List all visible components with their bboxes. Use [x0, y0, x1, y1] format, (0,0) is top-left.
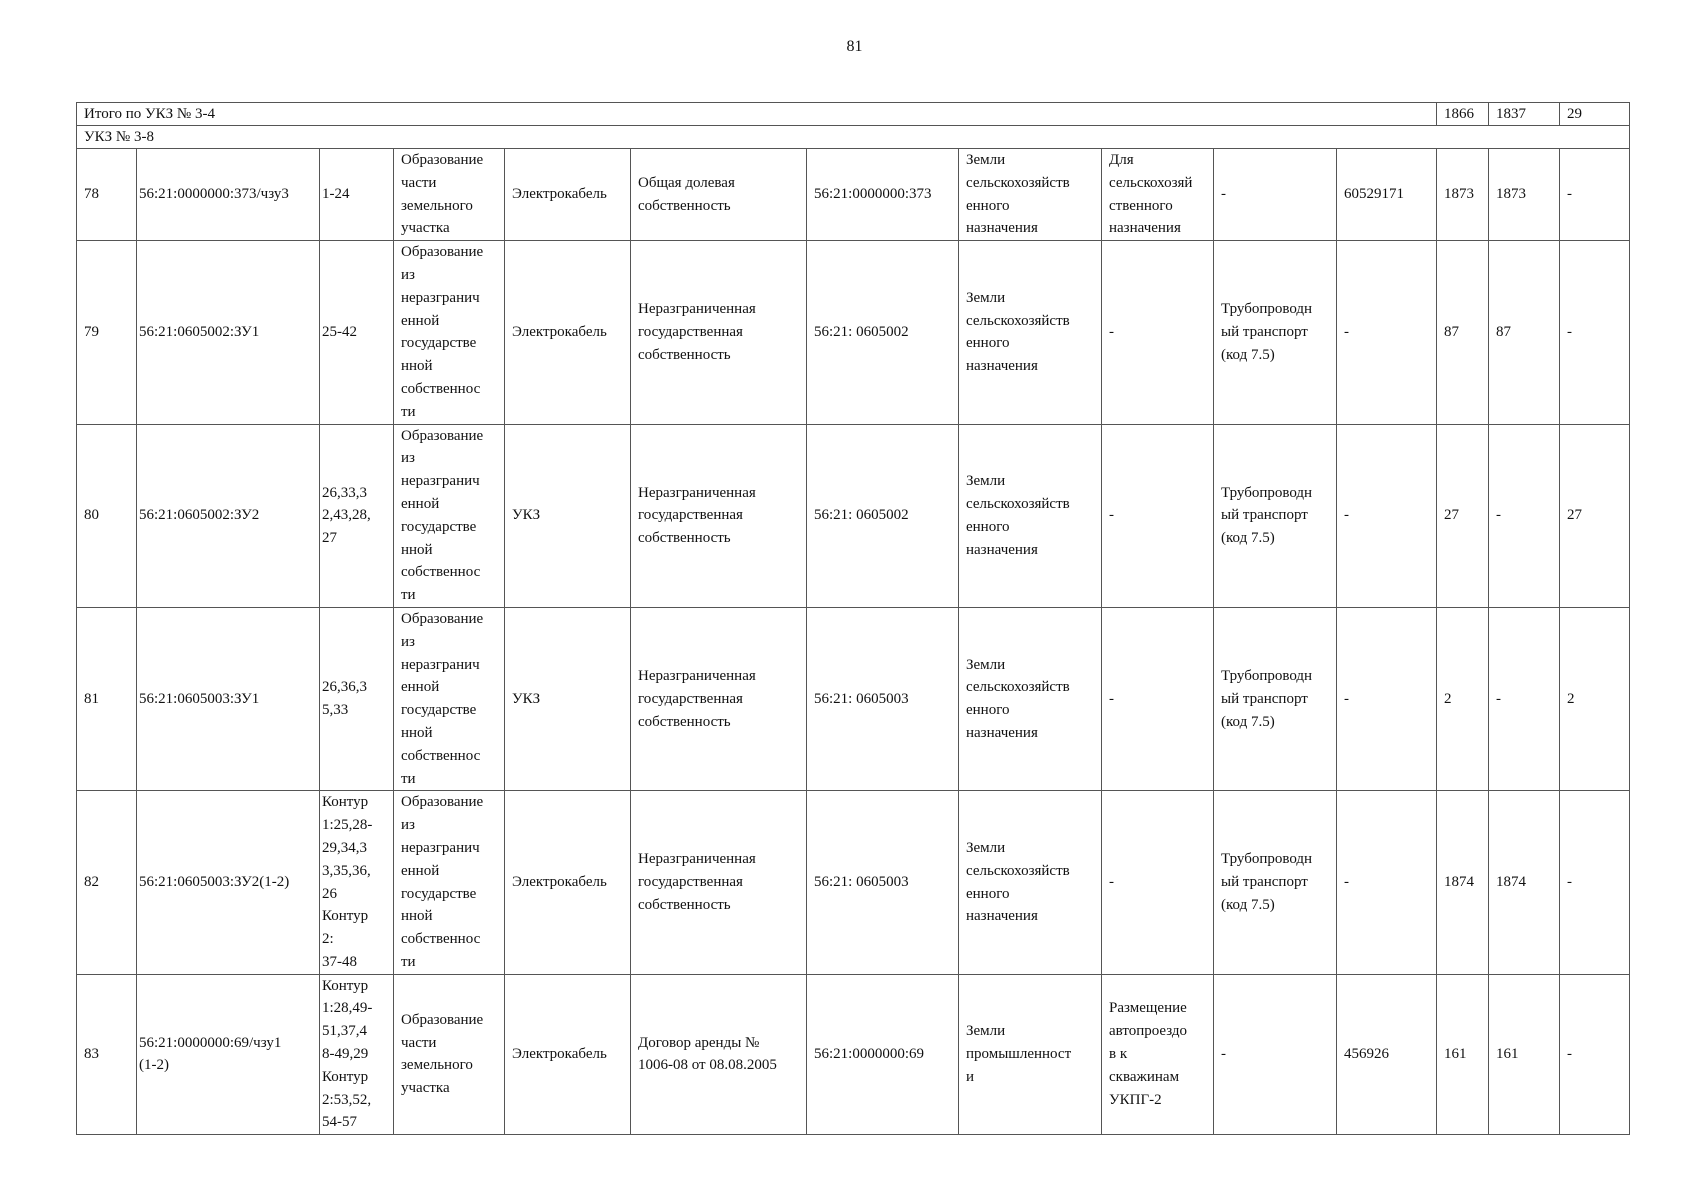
table-cell: 87	[1489, 241, 1560, 424]
table-cell: -	[1560, 791, 1630, 974]
table-cell: Земли сельскохозяйств енного назначения	[959, 791, 1102, 974]
table-cell: 56:21:0000000:373/чзу3	[137, 149, 320, 241]
table-row	[77, 241, 1630, 424]
table-cell: -	[1337, 241, 1437, 424]
group-label: УКЗ № 3-8	[77, 126, 1630, 149]
table-row	[77, 607, 1630, 790]
table-cell: -	[1214, 149, 1337, 241]
table-cell: 56:21:0605003:ЗУ1	[137, 607, 320, 790]
table-cell: Неразграниченная государственная собственность	[631, 241, 807, 424]
table-cell: Образование из неразгранич енной государстве нной собственнос ти	[394, 791, 505, 974]
table-cell: 56:21: 0605003	[807, 607, 959, 790]
table-cell: Трубопроводн ый транспорт (код 7.5)	[1214, 241, 1337, 424]
table-cell: 80	[77, 424, 137, 607]
summary-label: Итого по УКЗ № 3-4	[77, 103, 1437, 126]
table-cell: Земли промышленност и	[959, 974, 1102, 1135]
table-cell: Контур 1:25,28- 29,34,3 3,35,36, 26 Контур 2: 37-48	[320, 791, 394, 974]
table-cell: Трубопроводн ый транспорт (код 7.5)	[1214, 607, 1337, 790]
table-cell: Образование части земельного участка	[394, 974, 505, 1135]
table-cell: Договор аренды № 1006-08 от 08.08.2005	[631, 974, 807, 1135]
table-cell: 82	[77, 791, 137, 974]
table-cell: 87	[1437, 241, 1489, 424]
table-cell: Неразграниченная государственная собственность	[631, 791, 807, 974]
table-cell: 56:21:0000000:373	[807, 149, 959, 241]
table-row	[77, 974, 1630, 1135]
table-cell: Электрокабель	[505, 791, 631, 974]
table-cell: Неразграниченная государственная собственность	[631, 607, 807, 790]
table-cell: 56:21:0605003:ЗУ2(1-2)	[137, 791, 320, 974]
table-cell: 81	[77, 607, 137, 790]
table-cell: 161	[1437, 974, 1489, 1135]
table-cell: 78	[77, 149, 137, 241]
summary-value-2: 1837	[1489, 103, 1560, 126]
table-cell: -	[1560, 241, 1630, 424]
table-cell: -	[1102, 791, 1214, 974]
table-cell: Трубопроводн ый транспорт (код 7.5)	[1214, 424, 1337, 607]
table-cell: -	[1337, 791, 1437, 974]
table-cell: 1874	[1489, 791, 1560, 974]
table-cell: 1873	[1489, 149, 1560, 241]
page-number: 81	[846, 38, 863, 55]
table-cell: 56:21: 0605003	[807, 791, 959, 974]
table-cell: 83	[77, 974, 137, 1135]
table-cell: -	[1102, 424, 1214, 607]
table-cell: -	[1102, 607, 1214, 790]
table-cell: Трубопроводн ый транспорт (код 7.5)	[1214, 791, 1337, 974]
summary-row	[77, 103, 1630, 126]
table-cell: 79	[77, 241, 137, 424]
table-cell: Земли сельскохозяйств енного назначения	[959, 607, 1102, 790]
table-cell: Контур 1:28,49- 51,37,4 8-49,29 Контур 2:53,52, 54-57	[320, 974, 394, 1135]
table-cell: 56:21:0605002:ЗУ2	[137, 424, 320, 607]
table-cell: -	[1337, 424, 1437, 607]
table-cell: 1-24	[320, 149, 394, 241]
table-cell: 26,33,3 2,43,28, 27	[320, 424, 394, 607]
table-cell: 56:21:0000000:69	[807, 974, 959, 1135]
table-cell: 56:21: 0605002	[807, 424, 959, 607]
group-row	[77, 126, 1630, 149]
table-cell: Земли сельскохозяйств енного назначения	[959, 241, 1102, 424]
table-cell: 56:21: 0605002	[807, 241, 959, 424]
table-cell: 2	[1437, 607, 1489, 790]
table-cell: Электрокабель	[505, 974, 631, 1135]
table-cell: -	[1489, 607, 1560, 790]
table-row	[77, 791, 1630, 974]
table-cell: Образование из неразгранич енной государстве нной собственнос ти	[394, 241, 505, 424]
table-cell: 60529171	[1337, 149, 1437, 241]
table-row	[77, 149, 1630, 241]
table-cell: 2	[1560, 607, 1630, 790]
table-cell: 161	[1489, 974, 1560, 1135]
table-cell: 56:21:0000000:69/чзу1 (1-2)	[137, 974, 320, 1135]
table-cell: Земли сельскохозяйств енного назначения	[959, 149, 1102, 241]
summary-value-3: 29	[1560, 103, 1630, 126]
summary-total: 1866	[1437, 103, 1489, 126]
table-cell: Общая долевая собственность	[631, 149, 807, 241]
table-row	[77, 424, 1630, 607]
table-cell: 25-42	[320, 241, 394, 424]
table-cell: 27	[1560, 424, 1630, 607]
land-plots-table	[76, 102, 1630, 1135]
table-cell: Образование из неразгранич енной государстве нной собственнос ти	[394, 424, 505, 607]
table-cell: Электрокабель	[505, 149, 631, 241]
table-cell: 456926	[1337, 974, 1437, 1135]
table-cell: Электрокабель	[505, 241, 631, 424]
table-cell: Образование части земельного участка	[394, 149, 505, 241]
table-cell: 1874	[1437, 791, 1489, 974]
table-cell: 26,36,3 5,33	[320, 607, 394, 790]
table-cell: Для сельскохозяй ственного назначения	[1102, 149, 1214, 241]
table-cell: -	[1214, 974, 1337, 1135]
table-cell: 1873	[1437, 149, 1489, 241]
table-cell: Неразграниченная государственная собственность	[631, 424, 807, 607]
table-cell: 27	[1437, 424, 1489, 607]
table-cell: -	[1560, 149, 1630, 241]
table-cell: -	[1337, 607, 1437, 790]
table-cell: -	[1102, 241, 1214, 424]
table-cell: Размещение автопроездо в к скважинам УКПГ-2	[1102, 974, 1214, 1135]
table-cell: Образование из неразгранич енной государстве нной собственнос ти	[394, 607, 505, 790]
table-cell: Земли сельскохозяйств енного назначения	[959, 424, 1102, 607]
table-cell: -	[1560, 974, 1630, 1135]
table-cell: 56:21:0605002:ЗУ1	[137, 241, 320, 424]
table-cell: -	[1489, 424, 1560, 607]
table-cell: УКЗ	[505, 424, 631, 607]
table-cell: УКЗ	[505, 607, 631, 790]
